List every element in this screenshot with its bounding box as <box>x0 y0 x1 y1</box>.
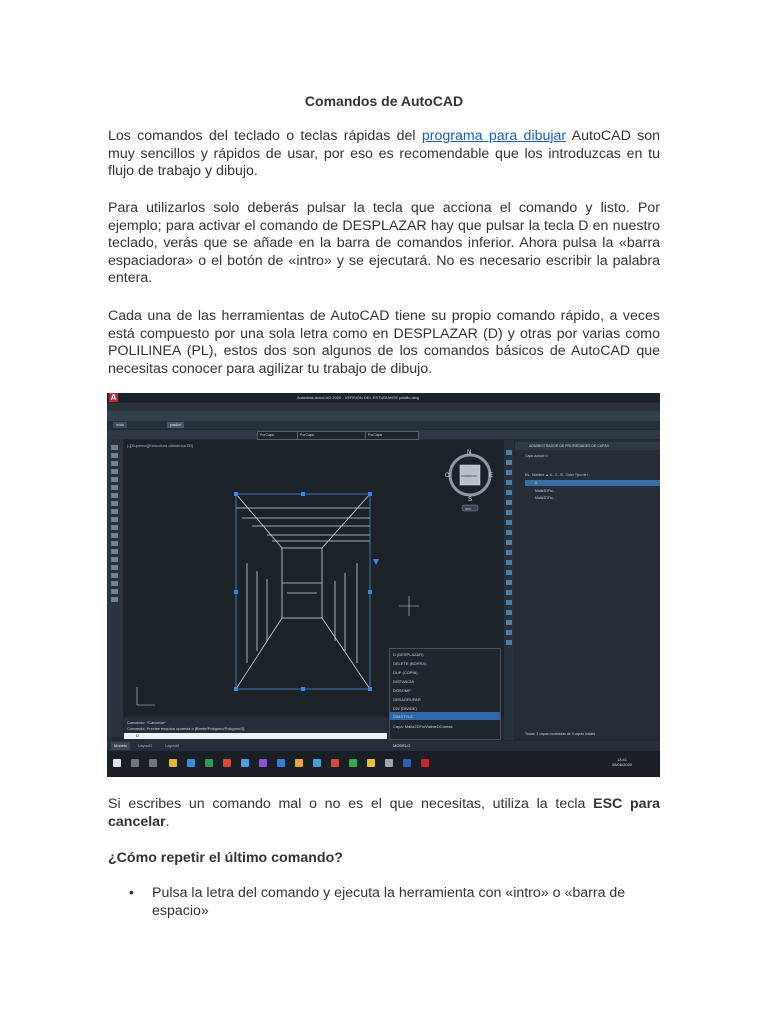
command-history-line: Comando: *Cancelar* <box>127 720 166 725</box>
layer-row[interactable]: 0 <box>535 481 537 485</box>
folder-icon[interactable] <box>169 759 177 767</box>
section-heading: ¿Cómo repetir el último comando? <box>108 850 343 866</box>
layer-row[interactable]: Malla2DFlo... <box>535 489 556 493</box>
wcs-label[interactable]: SCU <box>465 507 472 511</box>
bullet-text: Pulsa la letra del comando y ejecuta la herramienta con «intro» o «barra de espacio» <box>152 885 626 919</box>
tab-layout1[interactable]: Layout1 <box>138 743 153 748</box>
command-suggestion[interactable]: DIMSTYLE <box>393 714 414 719</box>
app-icon[interactable] <box>241 759 249 767</box>
program-link[interactable]: programa para dibujar <box>421 128 567 144</box>
status-bar <box>107 741 660 751</box>
app-icon[interactable] <box>385 759 393 767</box>
tab-layout2[interactable]: Layout2 <box>165 743 180 748</box>
linetype-dropdown[interactable]: PorCapa <box>297 431 367 440</box>
tab-pasillo[interactable]: pasillo* <box>167 422 184 428</box>
command-suggestion[interactable]: DESAGRUPAR <box>393 697 421 702</box>
bullet-marker: • <box>129 885 134 901</box>
esc-emphasis: ESC para cancelar <box>108 796 660 830</box>
command-input[interactable] <box>124 733 387 739</box>
command-suggestion[interactable]: DELETE (BORRA) <box>393 661 427 666</box>
page-title: Comandos de AutoCAD <box>304 93 464 109</box>
paragraph-text: Si escribes un comando mal o no es el que necesitas, utiliza la tecla <box>108 796 594 812</box>
compass-north: N <box>467 450 472 456</box>
command-suggestion[interactable]: Capa: Malla2DFloVisibleDCareas <box>393 724 453 729</box>
paragraph-usage: Para utilizarlos solo deberás pulsar la tecla que acciona el comando y listo. Por ejemplo; para activar el comando de DESPLAZAR hay que pulsar la tecla D en nuestro teclado, verás que se añade en la barra de comandos inferior. Ahora pulsa la «barra espaciadora» o el botón de «intro» y se ejecutará. No es necesario escribir la palabra entera. <box>108 200 660 286</box>
app-icon[interactable] <box>367 759 375 767</box>
panel-columns: Es.. Nombre ▲ A.. C.. B.. Color Tipo de l.. <box>525 473 591 477</box>
paragraph-text: . <box>165 813 170 830</box>
grip-arrow-icon <box>373 559 379 565</box>
search-icon[interactable] <box>131 759 139 767</box>
crosshair-cursor <box>399 596 419 616</box>
command-suggestion[interactable]: D (DESPLAZAR) <box>393 652 424 657</box>
app-icon[interactable] <box>403 759 411 767</box>
right-toolbar <box>504 440 514 740</box>
app-icon[interactable] <box>349 759 357 767</box>
clock-time: 13:41 <box>617 757 628 762</box>
command-autocomplete <box>389 648 501 740</box>
app-icon[interactable] <box>277 759 285 767</box>
paragraph-esc <box>108 796 660 831</box>
tab-inicio[interactable]: Inicio <box>113 422 127 428</box>
panel-selected-row <box>525 480 660 486</box>
command-suggestion[interactable]: DISTANCIA <box>393 679 415 684</box>
compass-east: E <box>489 473 494 479</box>
app-icon[interactable] <box>313 759 321 767</box>
paragraph-shortcuts: Cada una de las herramientas de AutoCAD tiene su propio comando rápido, a veces está compuesto por una sola letra como en DESPLAZAR (D) y otras por varias como POLILINEA (PL), estos dos son algunos de los comandos básicos de AutoCAD que necesitas conocer para agilizar tu trabajo de dibujo. <box>108 308 660 377</box>
lineweight-dropdown[interactable]: PorCapa <box>365 431 419 440</box>
command-suggestion[interactable]: DOSOMP <box>393 688 411 693</box>
ucs-icon <box>137 687 155 705</box>
taskbar-clock <box>612 757 632 767</box>
app-icon[interactable] <box>187 759 195 767</box>
viewcube-face-label[interactable]: SUPERIOR <box>461 474 477 478</box>
app-icon[interactable] <box>331 759 339 767</box>
command-input-text: D <box>136 733 139 738</box>
compass-west: O <box>445 473 450 479</box>
layer-row[interactable]: Malla2DFlo... <box>535 496 556 500</box>
autocad-screenshot <box>107 393 660 777</box>
panel-title: ADMINISTRADOR DE PROPIEDADES DE CAPAS <box>515 442 660 450</box>
panel-current-layer: Capa actual: 0 <box>525 454 548 458</box>
compass-south: S <box>468 497 473 503</box>
corridor-drawing <box>236 494 370 689</box>
viewport-label: [-][Superior][Estructura alámbrica 2D] <box>127 443 194 448</box>
command-suggestion[interactable]: DUP (COPIA) <box>393 670 418 675</box>
paragraph-text: AutoCAD son muy sencillos y rápidos de usar, por eso es recomendable que los introduzcas en tu flujo de trabajo y dibujo. <box>108 128 660 179</box>
tab-modelo[interactable]: Modelo <box>111 742 130 750</box>
app-icon[interactable] <box>259 759 267 767</box>
app-icon[interactable] <box>223 759 231 767</box>
command-history-line: Comando: Precise esquina opuesta o [Borde/Polígono/PolígonoS]: <box>127 726 246 731</box>
window-title: Autodesk AutoCAD 2020 - VERSIÓN DEL ESTUDIANTE pasillo.dwg <box>297 395 419 400</box>
task-view-icon[interactable] <box>149 759 157 767</box>
paragraph-intro <box>108 128 660 181</box>
clock-date: 08/06/2020 <box>612 762 633 767</box>
status-mode[interactable]: MODELO <box>393 743 411 748</box>
layer-dropdown[interactable]: PorCapa <box>257 431 301 440</box>
command-suggestion[interactable]: DIV (DIVIDE) <box>393 706 417 711</box>
app-icon[interactable] <box>295 759 303 767</box>
panel-footer: Todas: 3 capas mostradas de 3 capas totales <box>525 732 596 736</box>
app-icon[interactable] <box>205 759 213 767</box>
paragraph-text: Los comandos del teclado o teclas rápidas del <box>108 128 422 144</box>
windows-start-icon[interactable] <box>113 759 121 767</box>
autocad-logo: A <box>110 393 117 402</box>
autocad-taskbar-icon[interactable] <box>421 759 429 767</box>
